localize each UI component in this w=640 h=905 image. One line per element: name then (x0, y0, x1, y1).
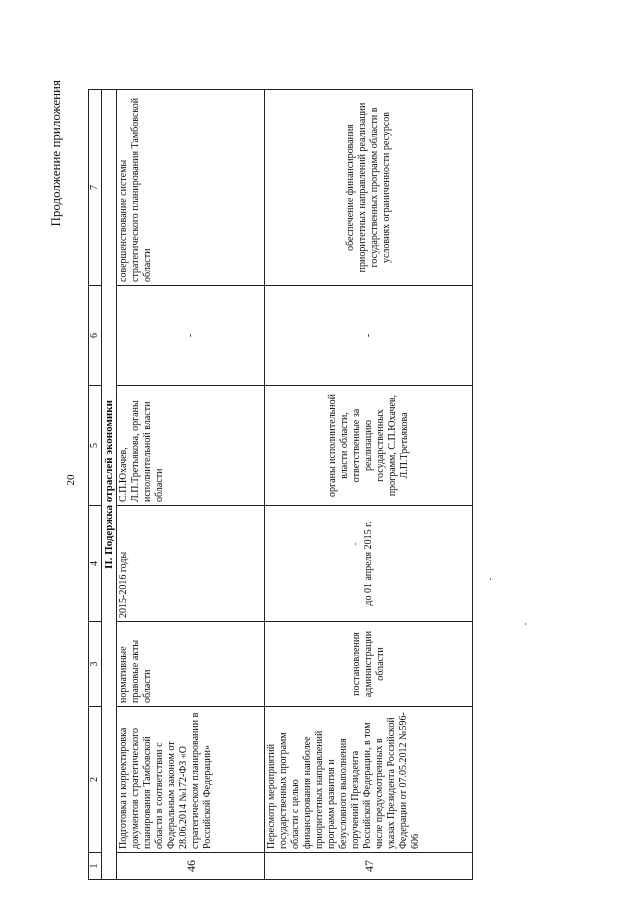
measures-table (88, 89, 473, 880)
deadline-cell: до 01 апреля 2015 г. (265, 506, 473, 622)
result-cell: совершенствование системы стратегического планирования Тамбовской области (117, 90, 265, 286)
row-number: 47 (265, 853, 473, 880)
document-cell: постановления администрации области (265, 622, 473, 707)
column-header: 1 (89, 853, 102, 880)
row-number: 46 (117, 853, 265, 880)
section-row (102, 90, 117, 880)
section-title: II. Подержка отраслей экономики (102, 90, 117, 880)
measure-cell: Подготовка и корректировка документов стратегического планирования Тамбовской области в соответствии с Федеральным законом от 28.06.2014 №172-ФЗ «О стратегическом планировании в Российской Федерации» (117, 707, 265, 853)
column-header: 2 (89, 707, 102, 853)
responsible-cell: органы исполнительной власти области, ответственные за реализацию государственных программ, С.П.Юхачев, Л.П.Третьякова (265, 386, 473, 506)
deadline-cell: 2015-2016 годы (117, 506, 265, 622)
column-header: 6 (89, 286, 102, 386)
table-row (117, 90, 265, 880)
continuation-header: Продолжение приложения (48, 80, 63, 227)
document-cell: нормативные правовые акты области (117, 622, 265, 707)
column-number-row (89, 90, 102, 880)
column-header: 7 (89, 90, 102, 286)
responsible-cell: С.П.Юхачев, Л.П.Третьякова, органы исполнительной власти области (117, 386, 265, 506)
column-header: 5 (89, 386, 102, 506)
page-number: 20 (65, 474, 77, 486)
column-header: 3 (89, 622, 102, 707)
rotated-document-page (20, 80, 620, 880)
measure-cell: Пересмотр мероприятий государственных программ области с целью финансирования наиболее приоритетных направлений программ развития и безусловного выполнения поручений Президента Российской Федерации, в том числе предусмотренных в указах Президента Российской Федерации от 07.05.2012 №596-606 (265, 707, 473, 853)
scan-speck (525, 623, 526, 625)
result-cell: обеспечение финансирования приоритетных направлений реализации государственных программ области в условиях ограниченности ресурсов (265, 90, 473, 286)
table-row (265, 90, 473, 880)
scan-speck (490, 578, 491, 580)
column-header: 4 (89, 506, 102, 622)
scan-speck (355, 543, 356, 545)
funding-cell: - (117, 286, 265, 386)
funding-cell: - (265, 286, 473, 386)
